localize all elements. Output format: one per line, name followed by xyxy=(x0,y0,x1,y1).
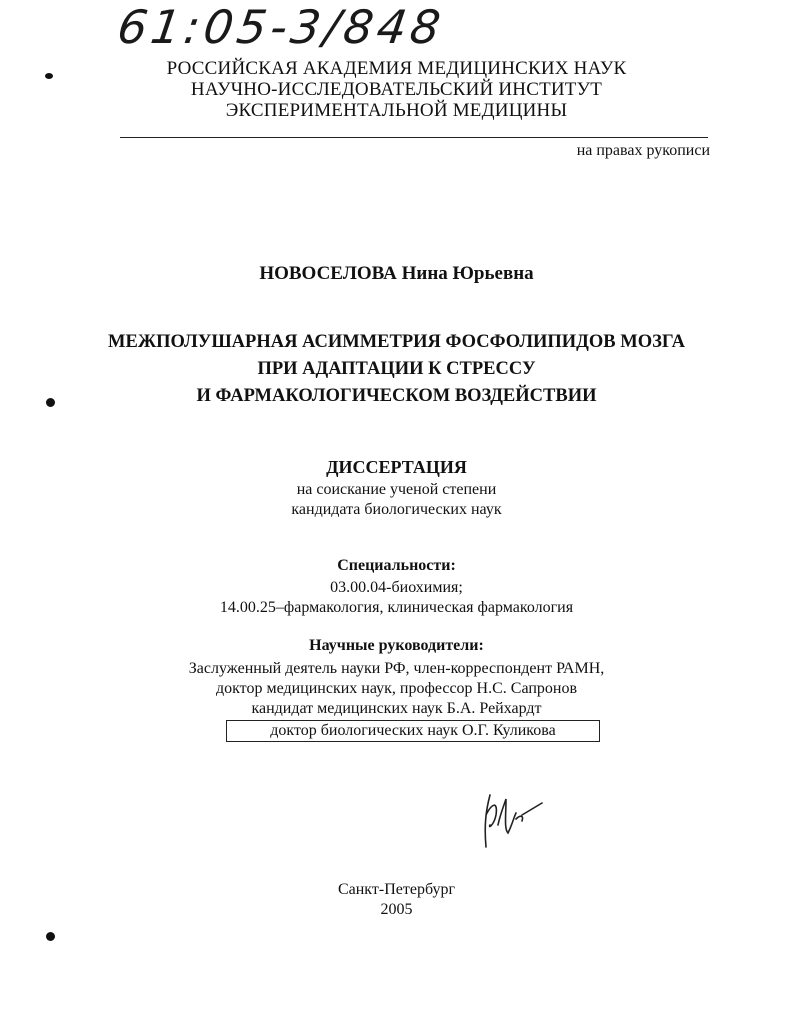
punch-hole-mark xyxy=(46,932,55,941)
supervisors-heading: Научные руководители: xyxy=(309,637,484,654)
city: Санкт-Петербург xyxy=(337,881,456,898)
supervisor-line: Заслуженный деятель науки РФ, член-корреспондент РАМН, xyxy=(188,660,605,677)
specialties-heading: Специальности: xyxy=(337,557,456,574)
specialty-item: 14.00.25–фармакология, клиническая фармакология xyxy=(219,599,574,616)
degree-line: на соискание ученой степени xyxy=(296,481,497,498)
header-divider xyxy=(120,137,708,138)
supervisor-line: доктор медицинских наук, профессор Н.С. Сапронов xyxy=(215,680,578,697)
supervisors-list xyxy=(0,659,793,719)
dissertation-title xyxy=(0,329,793,410)
place-and-year xyxy=(0,880,793,920)
supervisor-line: кандидат медицинских наук Б.А. Рейхардт xyxy=(251,700,542,717)
year: 2005 xyxy=(380,901,413,918)
signature xyxy=(476,785,546,860)
institution-line: ЭКСПЕРИМЕНТАЛЬНОЙ МЕДИЦИНЫ xyxy=(225,100,568,121)
handwritten-catalog-number: 61:05-3/848 xyxy=(114,0,448,54)
institution-line: НАУЧНО-ИССЛЕДОВАТЕЛЬСКИЙ ИНСТИТУТ xyxy=(190,79,603,100)
signature-scribble xyxy=(476,785,546,855)
specialties-list xyxy=(0,578,793,618)
title-line: ПРИ АДАПТАЦИИ К СТРЕССУ xyxy=(257,359,536,379)
degree-line: кандидата биологических наук xyxy=(291,501,502,518)
degree-description xyxy=(0,480,793,520)
title-line: И ФАРМАКОЛОГИЧЕСКОМ ВОЗДЕЙСТВИИ xyxy=(196,386,597,406)
institution-line: РОССИЙСКАЯ АКАДЕМИЯ МЕДИЦИНСКИХ НАУК xyxy=(166,58,627,79)
rights-note: на правах рукописи xyxy=(576,142,710,159)
institution-header xyxy=(0,58,793,121)
title-line: МЕЖПОЛУШАРНАЯ АСИММЕТРИЯ ФОСФОЛИПИДОВ МОЗГА xyxy=(108,332,685,352)
dissertation-heading: ДИССЕРТАЦИЯ xyxy=(326,457,467,477)
boxed-supervisor: доктор биологических наук О.Г. Куликова xyxy=(226,720,600,742)
specialty-item: 03.00.04-биохимия; xyxy=(330,579,463,596)
author-name: НОВОСЕЛОВА Нина Юрьевна xyxy=(259,263,534,284)
